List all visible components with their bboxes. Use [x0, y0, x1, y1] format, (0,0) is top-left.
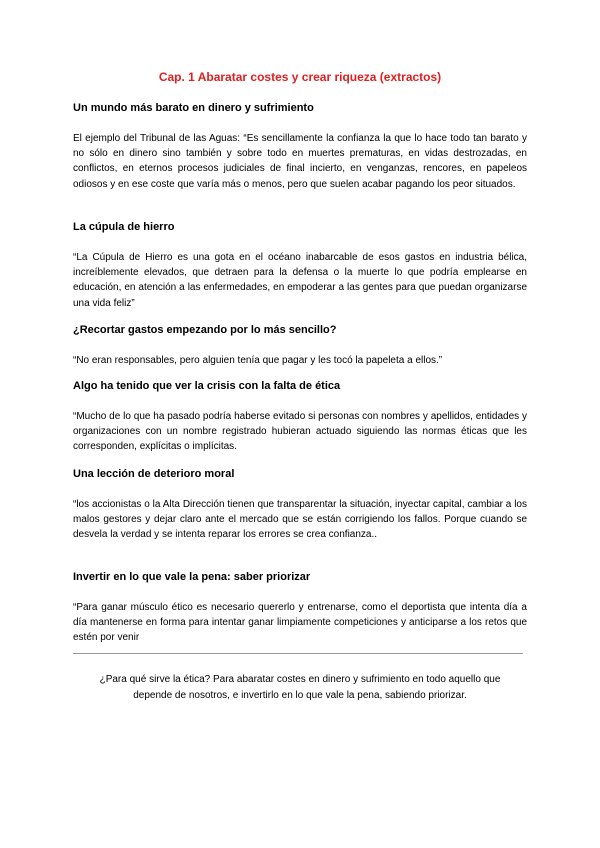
- section-heading: Un mundo más barato en dinero y sufrimiento: [73, 102, 314, 114]
- section-recortar-gastos: [73, 323, 527, 368]
- section-paragraph: “Mucho de lo que ha pasado podría haberse evitado si personas con nombres y apellidos, entidades y organizaciones con un nombre registrado hubieran actuado siguiendo las normas éticas que les corresponden, explícitas o implícitas.: [73, 411, 527, 453]
- section-heading: ¿Recortar gastos empezando por lo más sencillo?: [73, 324, 337, 336]
- section-mundo-mas-barato: [73, 101, 527, 192]
- section-cupula-de-hierro: [73, 220, 527, 311]
- section-paragraph: “Para ganar músculo ético es necesario quererlo y entrenarse, como el deportista que intenta día a día mantenerse en forma para intentar ganar limpiamente competiciones y anticiparse a los retos que estén por venir: [73, 602, 527, 644]
- chapter-title: Cap. 1 Abaratar costes y crear riqueza (extractos): [158, 70, 442, 84]
- section-deterioro-moral: [73, 467, 527, 543]
- section-paragraph: “La Cúpula de Hierro es una gota en el océano inabarcable de esos gastos en industria bélica, increíblemente elevados, que detraen para la defensa o la muerte lo que podría emplearse en educación, en atención a las enfermedades, en empoderar a las gentes para que puedan organizarse una vida feliz”: [73, 252, 527, 309]
- conclusion-text: ¿Para qué sirve la ética? Para abaratar costes en dinero y sufrimiento en todo aquello que depende de nosotros, e invertirlo en lo que vale la pena, sabiendo priorizar.: [99, 674, 501, 701]
- divider: [73, 653, 523, 654]
- section-heading: La cúpula de hierro: [73, 221, 175, 233]
- section-heading: Invertir en lo que vale la pena: saber priorizar: [73, 571, 311, 583]
- section-heading: Algo ha tenido que ver la crisis con la falta de ética: [73, 380, 341, 392]
- section-saber-priorizar: [73, 570, 527, 646]
- section-heading: Una lección de deterioro moral: [73, 468, 235, 480]
- section-paragraph: “No eran responsables, pero alguien tenía que pagar y les tocó la papeleta a ellos.”: [73, 355, 443, 366]
- section-crisis-falta-etica: [73, 379, 527, 455]
- section-paragraph: “los accionistas o la Alta Dirección tienen que transparentar la situación, inyectar capital, cambiar a los malos gestores y dejar claro ante el mercado que se están corrigiendo los fallos. Porque cuando se desvela la verdad y se intenta reparar los errores se crea confianza..: [73, 499, 527, 541]
- section-paragraph: El ejemplo del Tribunal de las Aguas: “Es sencillamente la confianza la que lo hace todo tan barato y no sólo en dinero sino también y sobre todo en muertes prematuras, en vidas destrozadas, en conflictos, en eternos procesos judiciales de final incierto, en venganzas, rencores, en papeleos odiosos y en ese coste que varía más o menos, pero que suelen acabar pagando los peor situados.: [73, 133, 527, 190]
